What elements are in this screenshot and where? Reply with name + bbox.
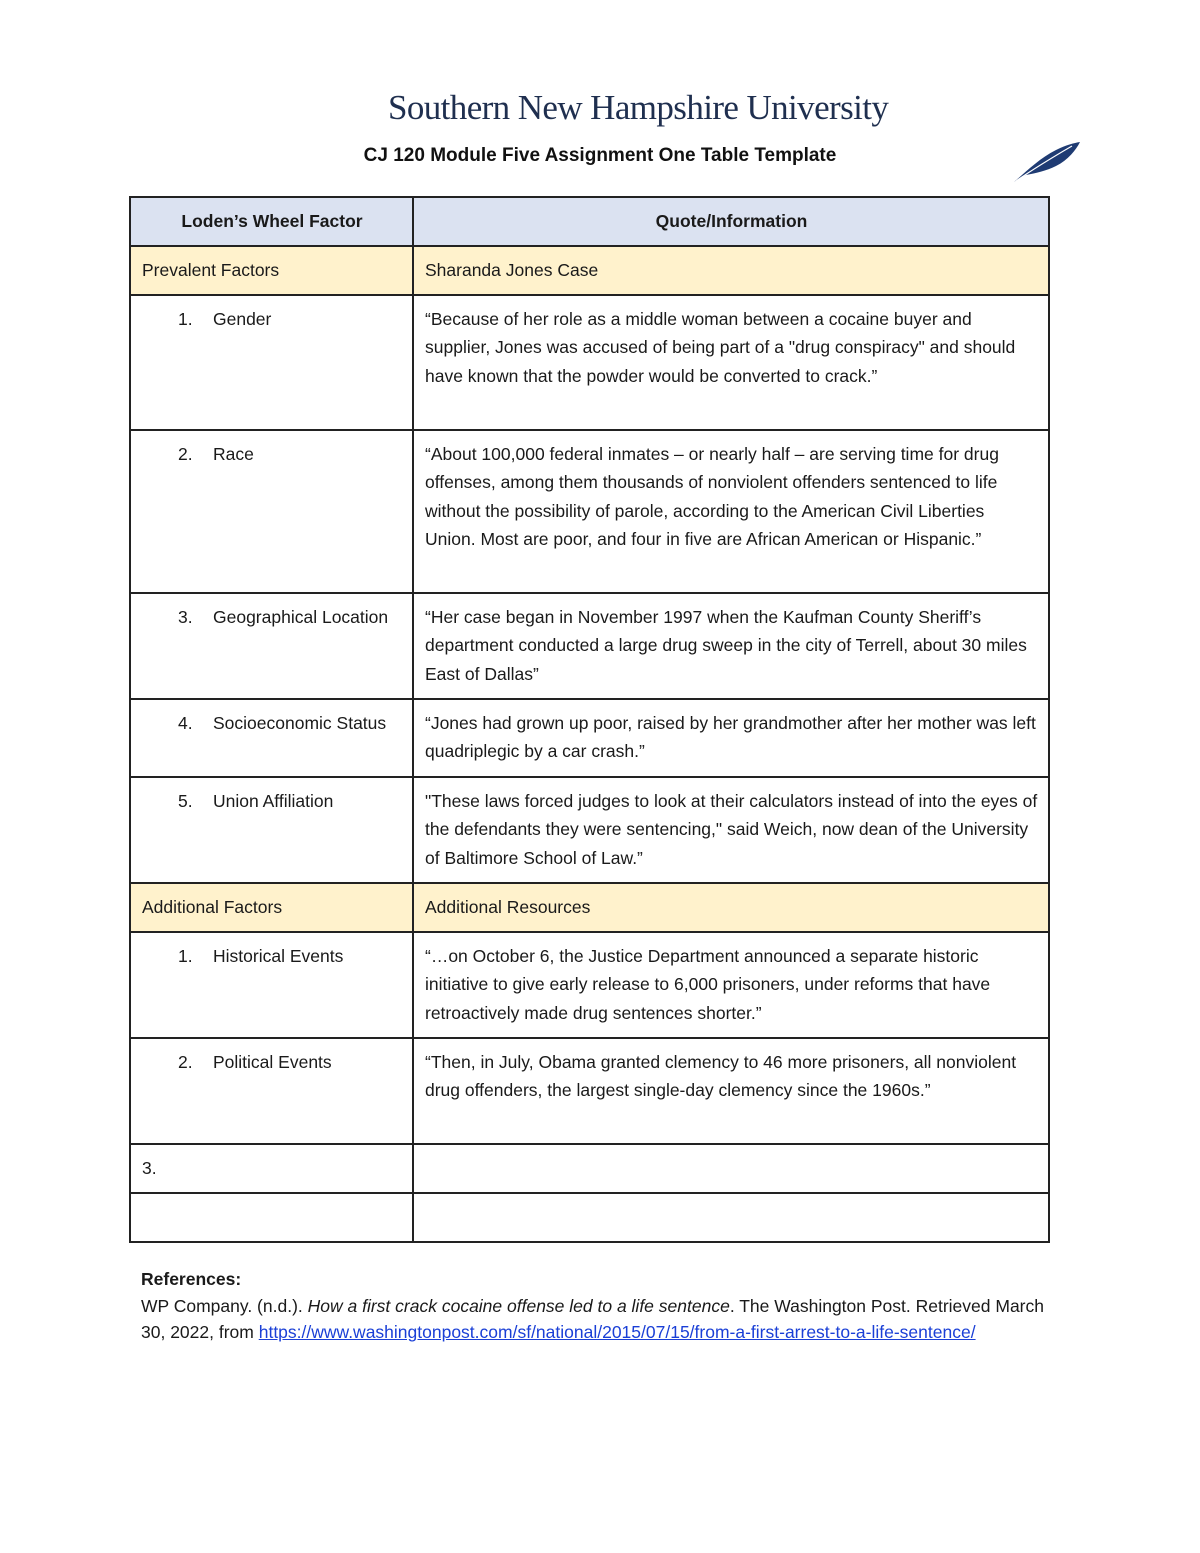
quote-cell: “Jones had grown up poor, raised by her grandmother after her mother was left quadriplegic by a car crash.”	[413, 699, 1049, 777]
quote-cell: “…on October 6, the Justice Department announced a separate historic initiative to give early release to 6,000 prisoners, under reforms that have retroactively made drug sentences shorter.”	[413, 932, 1049, 1038]
references-heading: References:	[141, 1269, 242, 1289]
table-row	[130, 932, 1049, 1038]
quote-cell: "These laws forced judges to look at their calculators instead of into the eyes of the defendants they were sentencing," said Weich, now dean of the University of Baltimore School of Law.”	[413, 777, 1049, 883]
factor-label: Historical Events	[213, 946, 344, 966]
quote-cell: “Her case began in November 1997 when the Kaufman County Sheriff’s department conducted a large drug sweep in the city of Terrell, about 30 miles East of Dallas”	[413, 593, 1049, 699]
section-label: Prevalent Factors	[130, 246, 413, 295]
quote-cell: “Then, in July, Obama granted clemency to 46 more prisoners, all nonviolent drug offenders, the largest single-day clemency since the 1960s.”	[413, 1038, 1049, 1144]
item-number: 1.	[178, 946, 193, 966]
section-value: Additional Resources	[413, 883, 1049, 932]
factor-label: Socioeconomic Status	[213, 713, 387, 733]
university-logo	[388, 70, 889, 136]
reference-link[interactable]: https://www.washingtonpost.com/sf/national/2015/07/15/from-a-first-arrest-to-a-life-sentence/	[258, 1322, 976, 1342]
table-header-row	[130, 197, 1049, 246]
lodens-wheel-table	[129, 196, 1050, 1243]
item-number: 2.	[178, 444, 193, 464]
quote-cell-empty	[413, 1193, 1049, 1242]
factor-cell	[130, 932, 413, 1038]
item-number: 2.	[178, 1052, 193, 1072]
table-row	[130, 699, 1049, 777]
table-row	[130, 430, 1049, 593]
factor-cell	[130, 295, 413, 430]
factor-cell: 3.	[130, 1144, 413, 1193]
table-row	[130, 1038, 1049, 1144]
factor-label: Union Affiliation	[213, 791, 334, 811]
item-number: 1.	[178, 309, 193, 329]
citation-title: How a first crack cocaine offense led to a life sentence	[307, 1295, 730, 1316]
reference-citation	[141, 1293, 1061, 1346]
item-number: 4.	[178, 713, 193, 733]
citation-prefix: WP Company. (n.d.).	[141, 1295, 308, 1316]
column-header-quote: Quote/Information	[413, 197, 1049, 246]
table-row	[130, 593, 1049, 699]
table-row	[130, 1193, 1049, 1242]
factor-cell	[130, 1038, 413, 1144]
section-label: Additional Factors	[130, 883, 413, 932]
factor-label: Political Events	[213, 1052, 332, 1072]
quote-cell: “About 100,000 federal inmates – or nearly half – are serving time for drug offenses, among them thousands of nonviolent offenders sentenced to life without the possibility of parole, according to the American Civil Liberties Union. Most are poor, and four in five are African American or Hispanic.”	[413, 430, 1049, 593]
item-number: 3.	[178, 607, 193, 627]
factor-cell-empty	[130, 1193, 413, 1242]
section-row-additional	[130, 883, 1049, 932]
logo-wordmark: Southern New Hampshire University	[388, 88, 889, 127]
references-section	[141, 1266, 1061, 1346]
quote-cell-empty	[413, 1144, 1049, 1193]
quote-cell: “Because of her role as a middle woman between a cocaine buyer and supplier, Jones was accused of being part of a "drug conspiracy" and should have known that the powder would be converted to crack.”	[413, 295, 1049, 430]
factor-label: Gender	[213, 309, 272, 329]
factor-cell	[130, 777, 413, 883]
factor-label: Race	[213, 444, 254, 464]
factor-cell	[130, 699, 413, 777]
column-header-factor: Loden’s Wheel Factor	[130, 197, 413, 246]
factor-label: Geographical Location	[213, 607, 389, 627]
table-row	[130, 1144, 1049, 1193]
citation-suffix: . The Washington Post. Retrieved March 30, 2022, from	[141, 1295, 1044, 1342]
document-title: CJ 120 Module Five Assignment One Table Template	[363, 145, 837, 166]
factor-cell	[130, 593, 413, 699]
table-row	[130, 777, 1049, 883]
section-row-prevalent	[130, 246, 1049, 295]
table-row	[130, 295, 1049, 430]
factor-cell	[130, 430, 413, 593]
item-number: 5.	[178, 791, 193, 811]
section-value: Sharanda Jones Case	[413, 246, 1049, 295]
